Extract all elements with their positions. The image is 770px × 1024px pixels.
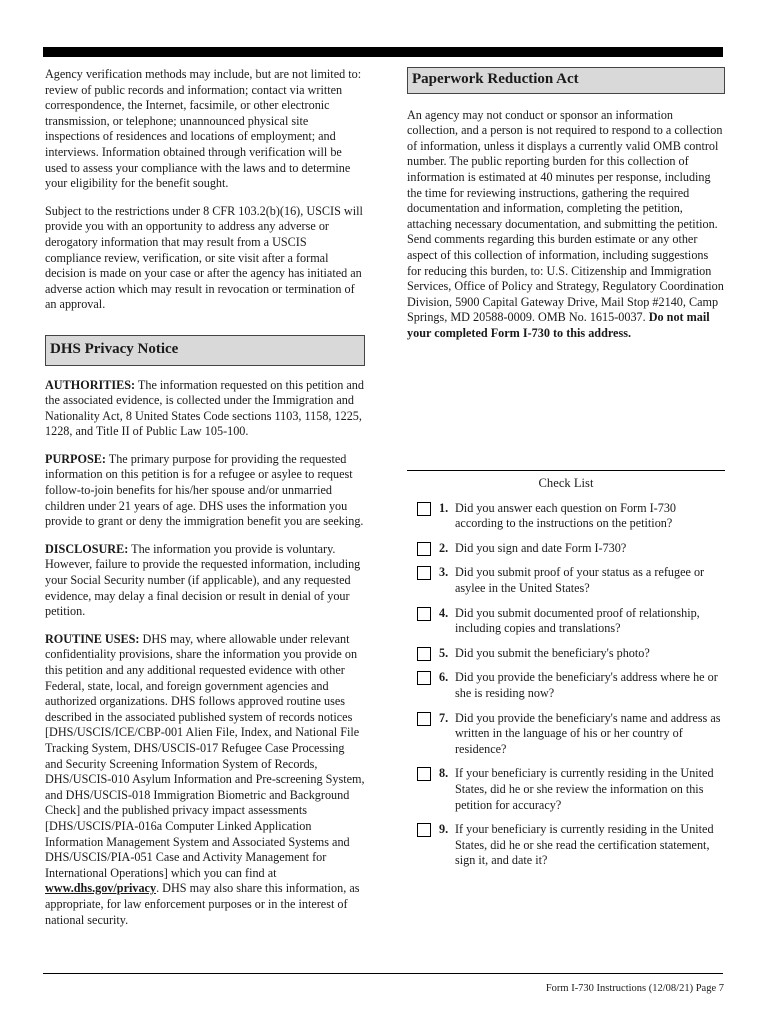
checkbox[interactable]: [417, 767, 431, 781]
routine-uses-text-end: . DHS may also share this information, as appropriate, for law enforcement purposes or in the interest of national security.: [45, 881, 360, 927]
purpose-label: PURPOSE:: [45, 451, 106, 466]
authorities-paragraph: [45, 378, 365, 440]
item-text: Did you submit proof of your status as a refugee or asylee in the United States?: [455, 565, 705, 595]
checkbox[interactable]: [417, 647, 431, 661]
item-number: 5.: [439, 645, 449, 660]
check-list-item: [407, 670, 725, 701]
authorities-text: The information requested on this petition and the associated evidence, is collected under the Immigration and Nationality Act, 8 United States Code sections 1103, 1158, 1225, 1228, and Title II of Public Law 105-100.: [45, 377, 364, 439]
item-number: 3.: [439, 565, 449, 580]
routine-uses-text: DHS may, where allowable under relevant confidentiality provisions, share the information you provide on this petition and any additional requested evidence with other Federal, state, local, and foreign government agencies and authorized organizations. DHS follows approved routine uses described in the associated published system of records notices [DHS/USCIS/ICE/CBP-001 Alien File, Index, and National File Tracking System, DHS/USCIS-017 Refugee Case Processing and Security Screening Information System of Records, DHS/USCIS-010 Asylum Information and Pre-screening System, and DHS/USCIS-018 Immigration Biometric and Background Check] and the published privacy impact assessments [DHS/USCIS/PIA-016a Computer Linked Application Information Management System and Associated Systems and DHS/USCIS/PIA-051 Case and Activity Management for International Operations] which you can find at: [45, 631, 365, 880]
disclosure-label: DISCLOSURE:: [45, 541, 129, 556]
check-list-item: [407, 501, 725, 532]
check-list-item: [407, 766, 725, 813]
item-text: Did you sign and date Form I-730?: [455, 540, 627, 555]
purpose-text: The primary purpose for providing the requested information on this petition is for a refugee or asylee to request follow-to-join benefits for his/her spouse and/or unmarried children under 21 years of age. DHS uses the information you provide to grant or deny the immigration benefit you are seeking.: [45, 451, 364, 529]
checkbox[interactable]: [417, 712, 431, 726]
check-list-item: [407, 565, 725, 596]
item-text: If your beneficiary is currently residing in the United States, did he or she review the information on this petition for accuracy?: [455, 766, 714, 812]
checkbox[interactable]: [417, 502, 431, 516]
check-list-item: [407, 822, 725, 869]
verification-methods-paragraph: Agency verification methods may include, but are not limited to: review of public records and information; contact via written correspondence, the Internet, facsimile, or other electronic transmission, or telephone; unannounced physical site inspections of residences and locations of employment; and interviews. Information obtained through verification will be used to assess your compliance with the laws and to determine your eligibility for the benefit sought.: [45, 67, 362, 191]
checkbox[interactable]: [417, 671, 431, 685]
item-number: 7.: [439, 710, 449, 725]
bottom-rule: [43, 973, 723, 974]
item-text: Did you submit documented proof of relationship, including copies and translations?: [455, 605, 700, 636]
check-list: [407, 470, 725, 878]
check-list-title: Check List: [538, 476, 594, 490]
item-text: Did you answer each question on Form I-730 according to the instructions on the petition?: [455, 500, 677, 531]
right-column: [407, 67, 725, 354]
page-footer: Form I-730 Instructions (12/08/21) Page 7: [545, 983, 724, 994]
privacy-notice-heading: DHS Privacy Notice: [45, 335, 365, 366]
purpose-paragraph: [45, 452, 365, 530]
check-list-item: [407, 711, 725, 758]
disclosure-paragraph: [45, 542, 365, 620]
checkbox[interactable]: [417, 566, 431, 580]
top-rule: [43, 47, 723, 57]
do-not-mail-notice: Do not mail your completed Form I-730 to this address.: [407, 310, 710, 340]
checkbox[interactable]: [417, 607, 431, 621]
paperwork-reduction-text: An agency may not conduct or sponsor an information collection, and a person is not required to respond to a collection of information, unless it displays a currently valid OMB control number. The public reporting burden for this collection of information is estimated at 40 minutes per response, including the time for reviewing instructions, gathering the required documentation and information, completing the petition, attaching necessary documentation, and submitting the petition. Send comments regarding this burden estimate or any other aspect of this collection of information, including suggestions for reducing this burden, to: U.S. Citizenship and Immigration Services, Office of Policy and Strategy, Regulatory Coordination Division, 5900 Capital Gateway Drive, Mail Stop #2140, Camp Springs, MD 20588-0009. OMB No. 1615-0037.: [407, 107, 724, 325]
paperwork-reduction-paragraph: [407, 108, 725, 342]
routine-uses-label: ROUTINE USES:: [45, 631, 140, 646]
check-list-item: [407, 606, 725, 637]
item-number: 9.: [439, 822, 449, 837]
left-column: [45, 67, 365, 940]
item-text: Did you submit the beneficiary's photo?: [455, 645, 650, 660]
disclosure-text: The information you provide is voluntary. However, failure to provide the requested information, including your Social Security number (if applicable), and any requested evidence, may delay a final decision or result in denial of your petition.: [45, 541, 361, 619]
item-number: 6.: [439, 670, 449, 685]
authorities-label: AUTHORITIES:: [45, 377, 136, 392]
item-number: 2.: [439, 540, 449, 555]
paperwork-reduction-heading: Paperwork Reduction Act: [407, 67, 725, 94]
item-number: 4.: [439, 605, 449, 620]
item-number: 8.: [439, 766, 449, 781]
adverse-information-paragraph: Subject to the restrictions under 8 CFR 103.2(b)(16), USCIS will provide you with an opportunity to address any adverse or derogatory information that may result from a USCIS compliance review, verification, or site visit after a formal decision is made on your case or after the agency has initiated an adverse action which may result in revocation or termination of an approval.: [45, 203, 363, 312]
checkbox[interactable]: [417, 542, 431, 556]
checkbox[interactable]: [417, 823, 431, 837]
item-text: If your beneficiary is currently residing in the United States, did he or she read the certification statement, sign it, and date it?: [455, 822, 714, 868]
item-text: Did you provide the beneficiary's address where he or she is residing now?: [455, 670, 718, 700]
routine-uses-paragraph: [45, 632, 365, 928]
dhs-privacy-link[interactable]: www.dhs.gov/privacy: [45, 881, 157, 896]
item-text: Did you provide the beneficiary's name and address as written in the language of his or her country of residence?: [455, 710, 721, 756]
check-list-item: [407, 541, 725, 557]
check-list-item: [407, 646, 725, 662]
item-number: 1.: [439, 500, 449, 515]
